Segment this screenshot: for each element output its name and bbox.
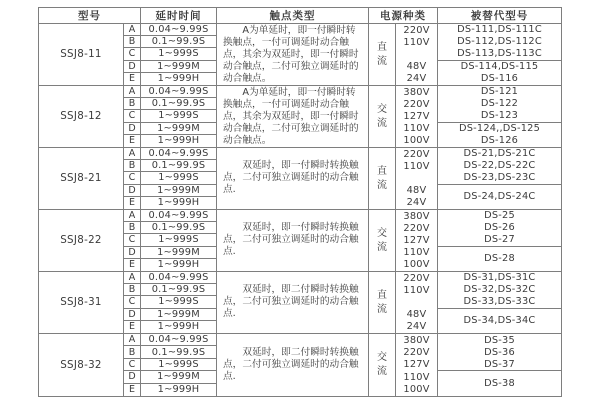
power-type-char: 直 (377, 165, 387, 177)
replaced-models-group-2 (438, 185, 561, 209)
replaced-models-cell (438, 86, 561, 147)
delay-grade-letter: A (124, 272, 141, 284)
replaced-model: DS-33,DS-33C (463, 296, 536, 308)
replaced-model: DS-27 (484, 234, 515, 246)
contact-type-cell (217, 210, 369, 271)
delay-grade-letter: C (124, 48, 141, 60)
delay-time-range: 1~999M (141, 123, 217, 135)
replaced-models-cell (438, 24, 561, 85)
model-name: SSJ8-22 (39, 210, 124, 271)
delay-grade-letter: D (124, 185, 141, 197)
delay-time-range: 1~999M (141, 247, 217, 259)
contact-type-cell (217, 148, 369, 209)
col-header-replaced-model: 被替代型号 (470, 10, 529, 22)
model-block (39, 86, 561, 148)
delay-grade-letter: A (124, 24, 141, 36)
delay-grade-letter: B (124, 98, 141, 110)
delay-grade-letter: A (124, 334, 141, 346)
model-block (39, 148, 561, 210)
power-type-char: 流 (377, 303, 387, 315)
delay-grade-letter: B (124, 36, 141, 48)
voltage-value: 48V (406, 185, 427, 197)
delay-time-range: 0.1~99.9S (141, 222, 217, 234)
delay-grade-letter: C (124, 172, 141, 184)
delay-grade-letter: C (124, 296, 141, 308)
replaced-model: DS-24,DS-24C (463, 191, 536, 203)
delay-grade-letter: D (124, 247, 141, 259)
model-block (39, 210, 561, 272)
power-type-label (369, 148, 396, 209)
model-block (39, 272, 561, 334)
delay-grade-letter: E (124, 197, 141, 209)
delay-grade-letter: A (124, 210, 141, 222)
replaced-model: DS-123 (480, 110, 519, 122)
voltage-value: 220V (403, 98, 430, 110)
replaced-model: DS-32,DS-32C (463, 284, 536, 296)
replaced-model: DS-23,DS-23C (463, 172, 536, 184)
replaced-models-cell (438, 210, 561, 271)
power-type-label (369, 334, 396, 396)
delay-time-range: 0.04~9.99S (141, 210, 217, 222)
voltage-list (396, 334, 438, 396)
voltage-value: 24V (406, 73, 427, 85)
replaced-model: DS-35 (484, 334, 515, 346)
contact-type-text: 双延时，即二付瞬时转换触点，二付可独立调延时的动合触点. (223, 284, 359, 320)
voltage-value: 100V (403, 384, 430, 396)
col-header-delay-time: 延时时间 (141, 8, 217, 23)
delay-grade-letter: E (124, 321, 141, 333)
replaced-models-group-1 (438, 148, 561, 185)
delay-grade-letter: C (124, 234, 141, 246)
contact-type-cell (217, 334, 369, 396)
voltage-value: 380V (403, 334, 430, 346)
voltage-list (396, 24, 438, 85)
delay-grade-letter: B (124, 346, 141, 358)
delay-time-range: 1~999M (141, 185, 217, 197)
delay-time-range: 1~999S (141, 296, 217, 308)
voltage-value: 220V (403, 272, 430, 284)
replaced-models-cell (438, 148, 561, 209)
replaced-models-group-1 (438, 334, 561, 371)
voltage-value: 380V (403, 210, 430, 222)
delay-time-range: 1~999M (141, 309, 217, 321)
delay-grade-letter: E (124, 73, 141, 85)
voltage-value: 220V (403, 347, 430, 359)
voltage-value: 380V (403, 86, 430, 98)
voltage-value: 127V (403, 234, 430, 246)
replaced-model: DS-34,DS-34C (463, 315, 536, 327)
contact-type-text: A为单延时，即一付瞬时转换触点，一付可调延时动合触点，其余为双延时，即一付瞬时动合触点，二付可独立调延时的动合触点。 (223, 24, 359, 84)
col-header-contact-type: 触点类型 (217, 8, 369, 23)
voltage-value (396, 296, 437, 308)
table-header-row (39, 8, 561, 24)
delay-time-range: 1~999S (141, 234, 217, 246)
delay-time-range: 0.04~9.99S (141, 86, 217, 98)
table-body (39, 24, 561, 396)
replaced-models-group-1 (438, 210, 561, 247)
replaced-model: DS-22,DS-22C (463, 160, 536, 172)
relay-spec-table (38, 7, 562, 397)
replaced-model: DS-121 (480, 86, 519, 98)
power-type-label (369, 210, 396, 271)
replaced-model: DS-26 (484, 222, 515, 234)
model-block (39, 334, 561, 396)
delay-time-range: 0.1~99.9S (141, 284, 217, 296)
delay-grade-letter: A (124, 148, 141, 160)
contact-type-text: 双延时，即二付瞬时转换触点，二付可独立调延时的动合触点. (223, 346, 359, 382)
delay-time-range: 1~999M (141, 371, 217, 383)
delay-grade-letter: C (124, 359, 141, 371)
power-type-char: 流 (377, 366, 387, 378)
power-type-char: 流 (377, 241, 387, 253)
power-type-label (369, 24, 396, 85)
voltage-value: 24V (406, 197, 427, 209)
voltage-value: 127V (403, 359, 430, 371)
delay-time-range: 0.04~9.99S (141, 24, 217, 36)
voltage-value: 110V (403, 123, 430, 135)
col-header-model: 型号 (39, 8, 141, 23)
power-type-char: 交 (377, 352, 387, 364)
contact-type-cell (217, 24, 369, 85)
power-type-char: 直 (377, 289, 387, 301)
voltage-value: 127V (403, 110, 430, 122)
power-type-label (369, 86, 396, 147)
voltage-value: 110V (403, 160, 430, 172)
voltage-value: 220V (403, 148, 430, 160)
contact-type-text: 双延时，即一付瞬时转换触点，二付可独立调延时的动合触点. (223, 160, 359, 196)
delay-time-range: 1~999S (141, 172, 217, 184)
replaced-model: DS-111,DS-111C (457, 24, 542, 36)
voltage-value: 110V (403, 284, 430, 296)
delay-time-range: 1~999H (141, 197, 217, 209)
model-name: SSJ8-21 (39, 148, 124, 209)
contact-type-text: A为单延时，即一付瞬时转换触点，一付可调延时动合触点，其余为双延时，即一付瞬时动合触点，二付可独立调延时的动合触点。 (223, 86, 359, 146)
replaced-model: DS-21,DS-21C (463, 148, 536, 160)
model-name: SSJ8-31 (39, 272, 124, 333)
delay-grade-letter: C (124, 110, 141, 122)
delay-time-range: 0.04~9.99S (141, 148, 217, 160)
power-type-char: 交 (377, 103, 387, 115)
power-type-char: 直 (377, 41, 387, 53)
replaced-models-group-2 (438, 247, 561, 271)
replaced-model: DS-25 (484, 210, 515, 222)
delay-time-range: 1~999M (141, 61, 217, 73)
voltage-value: 110V (403, 36, 430, 48)
delay-grade-letter: D (124, 61, 141, 73)
delay-grade-letter: B (124, 284, 141, 296)
delay-time-range: 1~999S (141, 110, 217, 122)
voltage-value (396, 172, 437, 184)
replaced-model: DS-36 (484, 346, 515, 358)
voltage-value: 48V (406, 61, 427, 73)
replaced-model: DS-38 (484, 378, 515, 390)
delay-time-range: 1~999S (141, 48, 217, 60)
delay-grade-letter: D (124, 123, 141, 135)
delay-grade-letter: D (124, 309, 141, 321)
delay-time-range: 1~999H (141, 135, 217, 147)
voltage-value: 24V (406, 321, 427, 333)
power-type-char: 流 (377, 117, 387, 129)
contact-type-cell (217, 272, 369, 333)
delay-time-range: 1~999H (141, 259, 217, 271)
model-block (39, 24, 561, 86)
voltage-value: 48V (406, 309, 427, 321)
contact-type-text: 双延时，即一付瞬时转换触点，二付可独立调延时的动合触点. (223, 222, 359, 258)
power-type-char: 流 (377, 55, 387, 67)
col-header-power-type: 电源种类 (369, 8, 438, 23)
replaced-model: DS-37 (484, 358, 515, 370)
replaced-models-group-1 (438, 272, 561, 309)
replaced-model: DS-122 (480, 98, 519, 110)
delay-time-range: 0.1~99.9S (141, 98, 217, 110)
replaced-models-group-1 (438, 86, 561, 123)
delay-grade-letter: B (124, 160, 141, 172)
replaced-models-group-1 (438, 24, 561, 61)
voltage-value: 100V (403, 135, 430, 147)
power-type-char: 交 (377, 227, 387, 239)
replaced-model: DS-31,DS-31C (463, 272, 536, 284)
delay-time-range: 0.04~9.99S (141, 334, 217, 346)
replaced-models-group-2 (438, 371, 561, 396)
delay-grade-letter: E (124, 259, 141, 271)
voltage-value: 100V (403, 259, 430, 271)
delay-time-range: 1~999H (141, 384, 217, 396)
replaced-models-cell (438, 272, 561, 333)
voltage-value: 110V (403, 371, 430, 383)
replaced-model: DS-116 (480, 73, 519, 85)
voltage-list (396, 86, 438, 147)
delay-grade-letter: D (124, 371, 141, 383)
voltage-value: 110V (403, 247, 430, 259)
power-type-label (369, 272, 396, 333)
delay-time-range: 1~999H (141, 73, 217, 85)
replaced-model: DS-28 (484, 253, 515, 265)
replaced-model: DS-113,DS-113C (457, 48, 542, 60)
delay-time-range: 1~999H (141, 321, 217, 333)
delay-grade-letter: A (124, 86, 141, 98)
voltage-value: 220V (403, 222, 430, 234)
replaced-model: DS-126 (480, 135, 519, 147)
replaced-model: DS-112,DS-112C (457, 36, 542, 48)
model-name: SSJ8-32 (39, 334, 124, 396)
model-name: SSJ8-11 (39, 24, 124, 85)
delay-grade-letter: B (124, 222, 141, 234)
replaced-models-cell (438, 334, 561, 396)
replaced-models-group-2 (438, 61, 561, 85)
model-name: SSJ8-12 (39, 86, 124, 147)
delay-time-range: 0.1~99.9S (141, 36, 217, 48)
power-type-char: 流 (377, 179, 387, 191)
contact-type-cell (217, 86, 369, 147)
replaced-models-group-2 (438, 309, 561, 333)
delay-time-range: 0.1~99.9S (141, 346, 217, 358)
replaced-model: DS-124,,DS-125 (458, 123, 541, 135)
delay-grade-letter: E (124, 135, 141, 147)
delay-grade-letter: E (124, 384, 141, 396)
replaced-model: DS-114,DS-115 (460, 61, 539, 73)
voltage-list (396, 148, 438, 209)
voltage-list (396, 210, 438, 271)
delay-time-range: 1~999S (141, 359, 217, 371)
voltage-value (396, 48, 437, 60)
replaced-models-group-2 (438, 123, 561, 147)
delay-time-range: 0.1~99.9S (141, 160, 217, 172)
voltage-value: 220V (403, 24, 430, 36)
voltage-list (396, 272, 438, 333)
delay-time-range: 0.04~9.99S (141, 272, 217, 284)
